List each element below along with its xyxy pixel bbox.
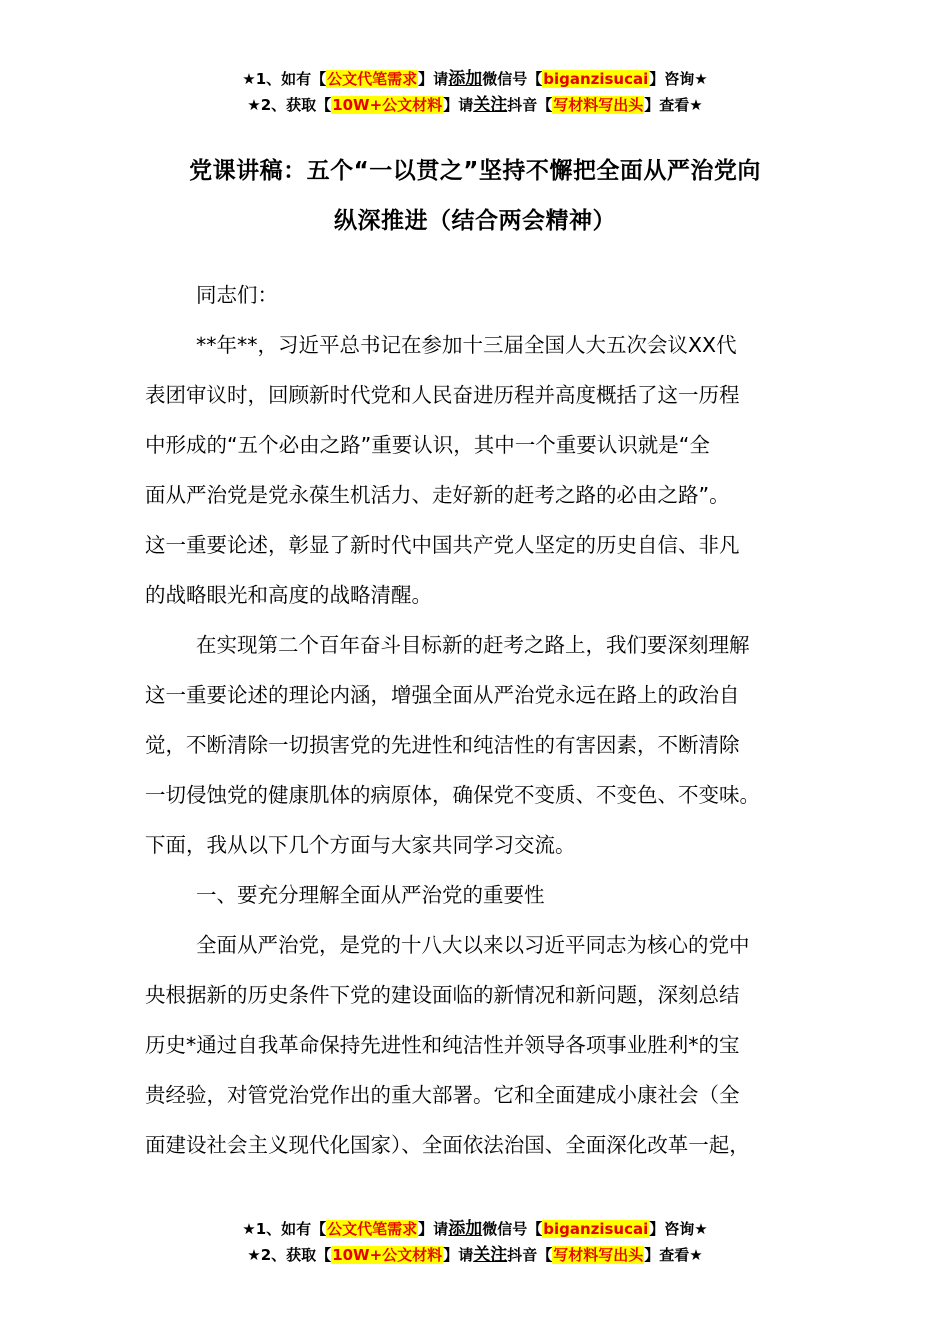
body-line: 全面从严治党，是党的十八大以来以习近平同志为核心的党中: [196, 933, 750, 957]
banner-text: 】咨询★: [649, 1220, 708, 1238]
banner-text: ★1、如有【: [242, 1220, 327, 1238]
banner-text: ★2、获取【: [247, 1246, 332, 1264]
body-line: 一切侵蚀党的健康肌体的病原体，确保党不变质、不变色、不变味。: [145, 783, 760, 807]
banner-line-1: [0, 1216, 950, 1242]
banner-text: 抖音【: [507, 96, 553, 114]
banner-emphasis: 添加: [448, 69, 483, 89]
banner-text: 】请: [443, 1246, 474, 1264]
footer-banner: [0, 1216, 950, 1268]
banner-wechat-id: biganzisucai: [543, 1220, 649, 1238]
banner-text: 微信号【: [482, 1220, 543, 1238]
body-line: **年**，习近平总书记在参加十三届全国人大五次会议XX代: [196, 333, 737, 357]
body-line: 这一重要论述的理论内涵，增强全面从严治党永远在路上的政治自: [145, 683, 740, 707]
banner-text: 微信号【: [482, 70, 543, 88]
body-line: 同志们：: [196, 283, 278, 307]
banner-douyin-id: 写材料写出头: [553, 1246, 644, 1264]
banner-line-2: [0, 92, 950, 118]
banner-text: 】请: [443, 96, 474, 114]
banner-text: 】咨询★: [649, 70, 708, 88]
title-line: 纵深推进（结合两会精神）: [334, 208, 616, 234]
body-line: 历史*通过自我革命保持先进性和纯洁性并领导各项事业胜利*的宝: [145, 1033, 740, 1057]
document-body: [145, 270, 810, 1170]
body-line: 觉，不断清除一切损害党的先进性和纯洁性的有害因素，不断清除: [145, 733, 740, 757]
body-line: 中形成的“五个必由之路”重要认识，其中一个重要认识就是“全: [145, 433, 710, 457]
banner-wechat-id: biganzisucai: [543, 70, 649, 88]
header-banner: [0, 66, 950, 118]
title-line: 党课讲稿：五个“一以贯之”坚持不懈把全面从严治党向: [189, 158, 761, 184]
banner-text: 】请: [418, 70, 449, 88]
body-line: 在实现第二个百年奋斗目标新的赶考之路上，我们要深刻理解: [196, 633, 750, 657]
banner-emphasis: 添加: [448, 1219, 483, 1239]
document-title: [130, 146, 820, 246]
banner-emphasis: 关注: [473, 1245, 508, 1265]
banner-highlight: 公文代笔需求: [327, 1220, 418, 1238]
banner-text: 】请: [418, 1220, 449, 1238]
body-line: 这一重要论述，彰显了新时代中国共产党人坚定的历史自信、非凡: [145, 533, 740, 557]
banner-text: 】查看★: [644, 96, 703, 114]
body-line: 贵经验，对管党治党作出的重大部署。它和全面建成小康社会（全: [145, 1083, 740, 1107]
body-line: 表团审议时，回顾新时代党和人民奋进历程并高度概括了这一历程: [145, 383, 740, 407]
banner-douyin-id: 写材料写出头: [553, 96, 644, 114]
body-line: 一、要充分理解全面从严治党的重要性: [196, 883, 545, 907]
body-line: 面建设社会主义现代化国家）、全面依法治国、全面深化改革一起，: [145, 1133, 750, 1157]
banner-text: ★1、如有【: [242, 70, 327, 88]
banner-text: 】查看★: [644, 1246, 703, 1264]
banner-line-1: [0, 66, 950, 92]
banner-line-2: [0, 1242, 950, 1268]
body-line: 的战略眼光和高度的战略清醒。: [145, 583, 432, 607]
banner-emphasis: 关注: [473, 95, 508, 115]
body-line: 下面，我从以下几个方面与大家共同学习交流。: [145, 833, 576, 857]
banner-highlight: 公文代笔需求: [327, 70, 418, 88]
body-line: 面从严治党是党永葆生机活力、走好新的赶考之路的必由之路”。: [145, 483, 730, 507]
banner-text: 抖音【: [507, 1246, 553, 1264]
banner-highlight: 10W+公文材料: [332, 96, 443, 114]
body-line: 央根据新的历史条件下党的建设面临的新情况和新问题，深刻总结: [145, 983, 740, 1007]
banner-highlight: 10W+公文材料: [332, 1246, 443, 1264]
banner-text: ★2、获取【: [247, 96, 332, 114]
